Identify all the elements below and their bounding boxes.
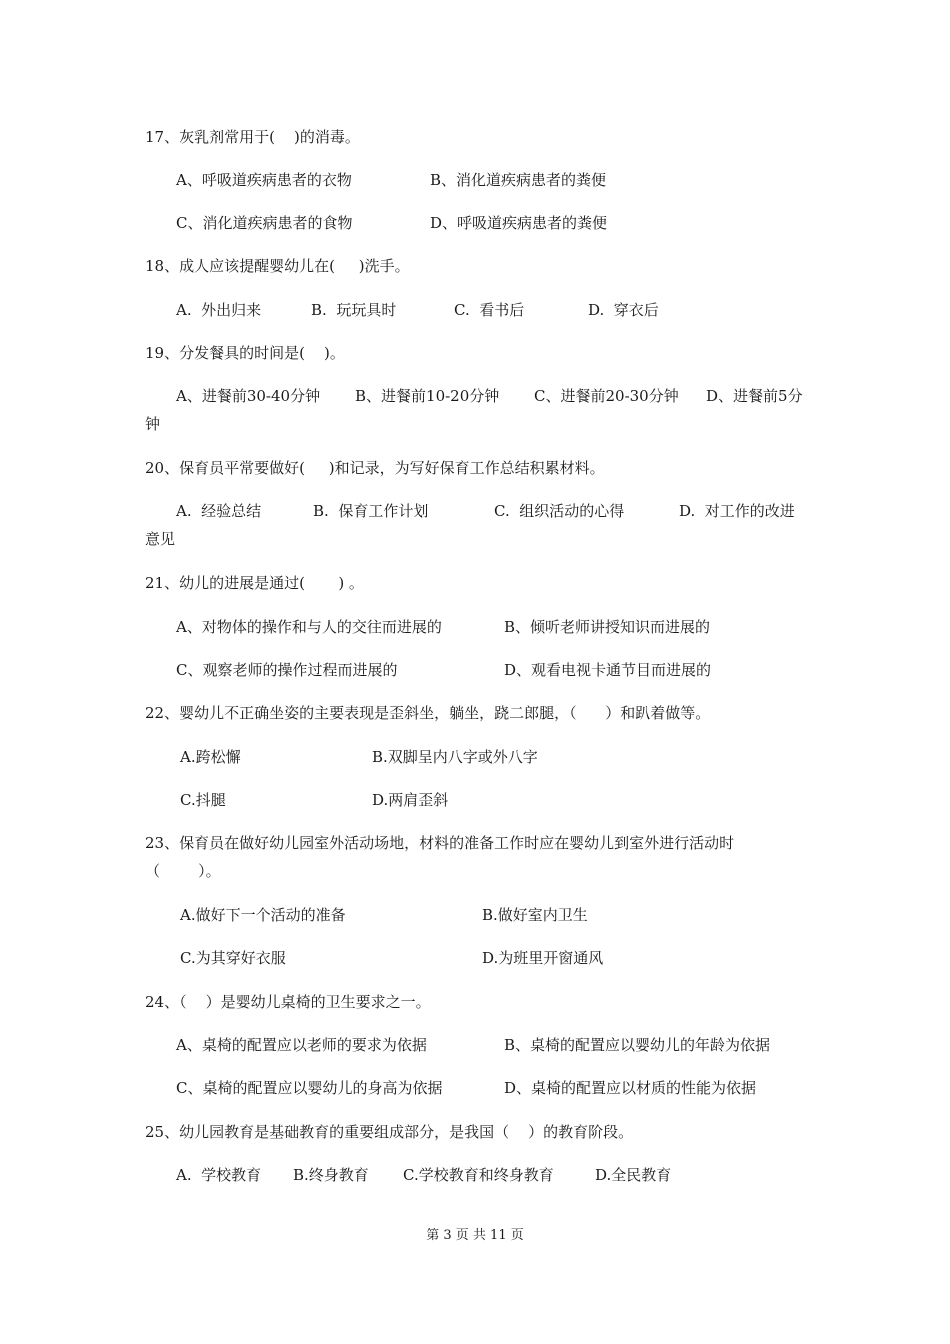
- option-c: C、桌椅的配置应以婴幼儿的身高为依据: [176, 1079, 443, 1097]
- option-d: D.全民教育: [595, 1166, 672, 1184]
- option-a: A.跨松懈: [180, 748, 241, 766]
- option-c: C.为其穿好衣服: [180, 949, 286, 967]
- option-b: B.终身教育: [293, 1166, 369, 1184]
- option-b: B.双脚呈内八字或外八字: [372, 748, 538, 766]
- option-d: D、呼吸道疾病患者的粪便: [430, 214, 608, 232]
- option-b: B、桌椅的配置应以婴幼儿的年龄为依据: [504, 1036, 771, 1054]
- option-b: B、消化道疾病患者的粪便: [430, 171, 607, 189]
- option-c: C、观察老师的操作过程而进展的: [176, 661, 398, 679]
- option-d: D、观看电视卡通节目而进展的: [504, 661, 712, 679]
- option-a: A、桌椅的配置应以老师的要求为依据: [176, 1036, 427, 1054]
- option-b: B、进餐前10-20分钟: [355, 387, 500, 405]
- option-a: A、呼吸道疾病患者的衣物: [176, 171, 352, 189]
- option-d: D.为班里开窗通风: [482, 949, 604, 967]
- option-a: A.做好下一个活动的准备: [180, 906, 346, 924]
- option-b: B.做好室内卫生: [482, 906, 588, 924]
- option-d-continued: 意见: [145, 530, 176, 548]
- option-d: D. 穿衣后: [588, 301, 659, 319]
- page-number: 第 3 页 共 11 页: [426, 1228, 524, 1243]
- option-a: A、进餐前30-40分钟: [176, 387, 321, 405]
- option-c: C. 组织活动的心得: [494, 502, 625, 520]
- question-stem: 22、婴幼儿不正确坐姿的主要表现是歪斜坐，躺坐，跷二郎腿，（ ）和趴着做等。: [145, 704, 711, 722]
- question-stem: 17、灰乳剂常用于( )的消毒。: [145, 128, 360, 146]
- question-stem-continued: （ ）。: [145, 862, 221, 880]
- option-d: D.两肩歪斜: [372, 791, 449, 809]
- question-stem: 21、幼儿的进展是通过( ) 。: [145, 574, 364, 592]
- option-a: A. 经验总结: [176, 502, 262, 520]
- question-stem: 23、保育员在做好幼儿园室外活动场地，材料的准备工作时应在婴幼儿到室外进行活动时: [145, 834, 735, 852]
- option-a: A、对物体的操作和与人的交往而进展的: [176, 618, 442, 636]
- option-c: C.学校教育和终身教育: [403, 1166, 554, 1184]
- question-stem: 25、幼儿园教育是基础教育的重要组成部分，是我国（ ）的教育阶段。: [145, 1123, 634, 1141]
- option-b: B. 保育工作计划: [313, 502, 429, 520]
- option-b: B、倾听老师讲授知识而进展的: [504, 618, 711, 636]
- option-d: D、进餐前5分: [706, 387, 803, 405]
- option-c: C、消化道疾病患者的食物: [176, 214, 353, 232]
- option-d: D、桌椅的配置应以材质的性能为依据: [504, 1079, 757, 1097]
- option-b: B. 玩玩具时: [311, 301, 397, 319]
- option-a: A. 学校教育: [176, 1166, 262, 1184]
- question-stem: 20、保育员平常要做好( )和记录，为写好保育工作总结积累材料。: [145, 459, 605, 477]
- question-stem: 19、分发餐具的时间是( )。: [145, 344, 345, 362]
- option-a: A. 外出归来: [176, 301, 262, 319]
- question-stem: 18、成人应该提醒婴幼儿在( )洗手。: [145, 257, 410, 275]
- option-d: D. 对工作的改进: [679, 502, 795, 520]
- option-c: C.抖腿: [180, 791, 226, 809]
- option-d-continued: 钟: [145, 415, 161, 433]
- option-c: C. 看书后: [454, 301, 525, 319]
- question-stem: 24、（ ）是婴幼儿桌椅的卫生要求之一。: [145, 993, 431, 1011]
- option-c: C、进餐前20-30分钟: [534, 387, 679, 405]
